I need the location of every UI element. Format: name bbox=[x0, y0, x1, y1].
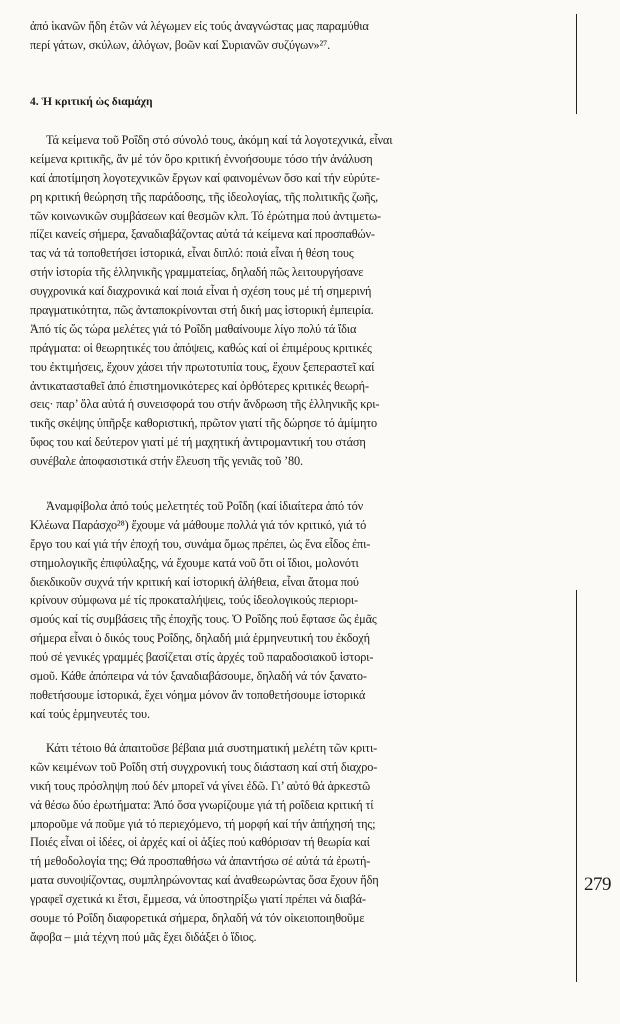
paragraph-2 bbox=[30, 497, 570, 724]
text-line: καί τούς ἑρμηνευτές του. bbox=[30, 706, 150, 721]
text-line: ὕφος του καί δεύτερον γιατί μέ τή μαχητική ἀντιρομαντική του στάση bbox=[30, 435, 366, 450]
text-line: τικῆς σκέψης ὑπῆρξε καθοριστική, πρῶτον γιατί τῆς δώρησε τό ἀμίμητο bbox=[30, 416, 378, 431]
text-line: μποροῦμε νά ποῦμε γιά τό περιεχόμενο, τή μορφή καί τήν ἀπήχησή της; bbox=[30, 816, 376, 831]
text-line: Τά κείμενα τοῦ Ροΐδη στό σύνολό τους, ἀκόμη καί τά λογοτεχνικά, εἶναι bbox=[46, 133, 393, 147]
text-line: σουμε τό Ροΐδη διαφορετικά σήμερα, δηλαδή νά τόν οἰκειοποιηθοῦμε bbox=[30, 911, 365, 926]
text-line: καί ἀποτίμηση λογοτεχνικῶν ἔργων καί φαινομένων ὅσο καί τήν εὐρύτε- bbox=[30, 170, 380, 185]
text-line: γραφεῖ σχετικά κι ἔτσι, ἔμμεσα, νά ὑποστηρίξω γιατί πρέπει νά διαβά- bbox=[30, 892, 366, 907]
text-line: πράγματα: οἱ θεωρητικές του ἀπόψεις, καθώς καί οἱ ἐπιμέρους κριτικές bbox=[30, 340, 372, 355]
text-line: σμοῦ. Κάθε ἀπόπειρα νά τόν ξαναδιαβάσουμε, δηλαδή νά τόν ξανατο- bbox=[30, 669, 367, 684]
text-line: στήν ἱστορία τῆς ἑλληνικῆς γραμματείας, δηλαδή πῶς λειτουργήσανε bbox=[30, 265, 364, 280]
paragraph-3 bbox=[30, 739, 570, 947]
text-line: ματα συνοψίζοντας, συμπληρώνοντας καί ἀναθεωρώντας ὅσα ἔχουν ἤδη bbox=[30, 873, 379, 888]
text-line: διεκδικοῦν συχνά τήν κριτική καί ἱστορική ἀλήθεια, εἶναι ἄτομα πού bbox=[30, 574, 359, 589]
text-line: πίζει κανείς σήμερα, ξαναδιαβάζοντας αὐτά τά κείμενα καί προσπαθών- bbox=[30, 227, 375, 242]
text-line: νική τους πρόσληψη πού δέν μπορεῖ νά γίνει ἐδῶ. Γι’ αὐτό θά ἀρκεστῶ bbox=[30, 778, 371, 793]
text-line: τας νά τά τοποθετήσει ἱστορικά, εἶναι διπλό: ποιά εἶναι ἡ θέση τους bbox=[30, 246, 354, 261]
text-line: ρη κριτική θεώρηση τῆς παράδοσης, τῆς ἰδεολογίας, τῆς πολιτικῆς ζωῆς, bbox=[30, 189, 379, 204]
text-line: περί γάτων, σκύλων, ἀλόγων, βοῶν καί Συριανῶν συζύγων»²⁷. bbox=[30, 37, 331, 52]
text-line: Ἀναμφίβολα ἀπό τούς μελετητές τοῦ Ροΐδη (καί ἰδιαίτερα ἀπό τόν bbox=[46, 499, 364, 513]
text-line: ἄφοβα – μιά τέχνη πού μᾶς ἔχει διδάξει ὁ ἴδιος. bbox=[30, 929, 257, 944]
intro-quote-continuation bbox=[30, 17, 570, 55]
text-line: ἀπό ἱκανῶν ἤδη ἐτῶν νά λέγωμεν εἰς τούς ἀναγνώστας μας παραμύθια bbox=[30, 19, 369, 33]
text-line: Ἀπό τίς ὥς τώρα μελέτες γιά τό Ροΐδη μαθαίνουμε λίγο πολύ τά ἴδια bbox=[30, 321, 357, 336]
text-line: κρίνουν σύμφωνα μέ τίς προκαταλήψεις, τούς ἰδεολογικούς περιορι- bbox=[30, 593, 358, 608]
text-line: πραγματικότητα, πῶς ἀνταποκρίνονται στή δική μας ἱστορική ἐμπειρία. bbox=[30, 303, 374, 318]
paragraph-1 bbox=[30, 131, 570, 471]
text-line: του ἐκτιμήσεις, ἔχουν χάσει τήν πρωτοτυπία τους, ἔχουν ξεπεραστεῖ καί bbox=[30, 359, 375, 374]
text-line: κῶν κειμένων τοῦ Ροΐδη στή συγχρονική τους διάσταση καί στή διαχρο- bbox=[30, 759, 378, 774]
text-line: σήμερα εἶναι ὁ δικός τους Ροΐδης, δηλαδή μιά ἑρμηνευτική του ἐκδοχή bbox=[30, 631, 370, 646]
margin-rule-bottom bbox=[576, 590, 577, 982]
text-line: τῶν κοινωνικῶν συμβάσεων καί θεσμῶν κλπ. Τό ἐρώτημα πού ἀντιμετω- bbox=[30, 208, 381, 223]
text-line: νά θέσω δύο ἐρωτήματα: Ἀπό ὅσα γνωρίζουμε γιά τή ροΐδεια κριτική τί bbox=[30, 797, 374, 812]
text-line: ἀντικατασταθεῖ ἀπό ἐπιστημονικότερες καί ὀρθότερες κριτικές θεωρή- bbox=[30, 378, 369, 393]
page-number: 279 bbox=[584, 874, 611, 895]
text-line: σμούς καί τίς συμβάσεις τῆς ἐποχῆς τους. Ὁ Ροΐδης πού ἔφτασε ὥς ἐμᾶς bbox=[30, 612, 377, 627]
text-line: Κλέωνα Παράσχο²⁸) ἔχουμε νά μάθουμε πολλά γιά τόν κριτικό, γιά τό bbox=[30, 517, 367, 532]
text-line: πού σέ γενικές γραμμές βασίζεται στίς ἀρχές τοῦ παραδοσιακοῦ ἱστορι- bbox=[30, 650, 374, 665]
text-line: συνέβαλε ἀποφασιστικά στήν ἔλευση τῆς γενιᾶς τοῦ ’80. bbox=[30, 454, 303, 469]
margin-rule-top bbox=[576, 14, 577, 114]
text-line: κείμενα κριτικῆς, ἄν μέ τόν ὅρο κριτική ἐννοήσουμε τόσο τήν ἀνάλυση bbox=[30, 151, 373, 166]
text-line: στημολογικῆς ἐπιφύλαξης, νά ἔχουμε κατά νοῦ ὅτι οἱ ἴδιοι, μολονότι bbox=[30, 555, 359, 570]
text-line: τή μεθοδολογία της; Θά προσπαθήσω νά ἀπαντήσω σέ αὐτά τά ἐρωτή- bbox=[30, 854, 371, 869]
text-line: Κάτι τέτοιο θά ἀπαιτοῦσε βέβαια μιά συστηματική μελέτη τῶν κριτι- bbox=[46, 741, 378, 755]
text-line: Ποιές εἶναι οἱ ἰδέες, οἱ ἀρχές καί οἱ ἀξίες πού καθόρισαν τή θεωρία καί bbox=[30, 835, 370, 850]
text-line: σεις· παρ’ ὅλα αὐτά ἡ συνεισφορά του στήν ἄνδρωση τῆς ἑλληνικῆς κρι- bbox=[30, 397, 380, 412]
text-line: ποθετήσουμε ἱστορικά, ἔχει νόημα μόνον ἄν τοποθετήσουμε ἱστορικά bbox=[30, 687, 366, 702]
section-heading: 4. Ἡ κριτική ὡς διαμάχη bbox=[30, 96, 153, 108]
text-line: ἔργο του καί γιά τήν ἐποχή του, συνάμα ὅμως πρέπει, ὡς ἕνα εἶδος ἐπι- bbox=[30, 536, 371, 551]
text-line: συγχρονικά καί διαχρονικά καί ποιά εἶναι ἡ σχέση τους μέ τή σημερινή bbox=[30, 284, 372, 299]
